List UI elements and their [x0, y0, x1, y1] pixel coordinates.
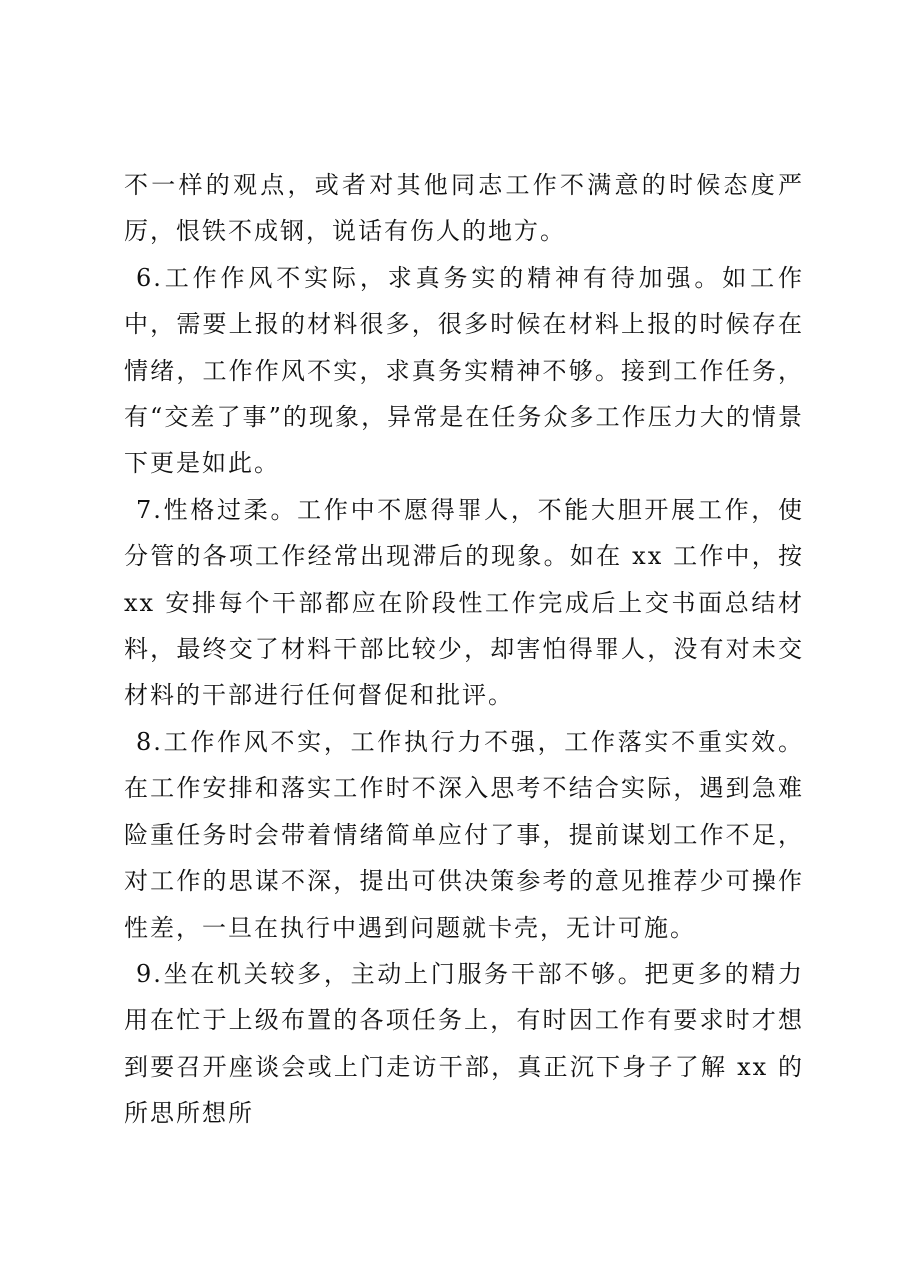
paragraph-item-8: 8.工作作风不实，工作执行力不强，工作落实不重实效。在工作安排和落实工作时不深入思考不结合实际，遇到急难险重任务时会带着情绪简单应付了事，提前谋划工作不足，对工作的思谋不深，提出可供决策参考的意见推荐少可操作性差，一旦在执行中遇到问题就卡壳，无计可施。 [124, 727, 804, 942]
paragraph-continuation: 不一样的观点，或者对其他同志工作不满意的时候态度严厉，恨铁不成钢，说话有伤人的地方。 [124, 171, 804, 246]
paragraph-item-6: 6.工作作风不实际，求真务实的精神有待加强。如工作中，需要上报的材料很多，很多时候在材料上报的时候存在情绪，工作作风不实，求真务实精神不够。接到工作任务，有“交差了事”的现象，异常是在任务众多工作压力大的情景下更是如此。 [124, 263, 804, 478]
paragraph-item-9: 9.坐在机关较多，主动上门服务干部不够。把更多的精力用在忙于上级布置的各项任务上，有时因工作有要求时才想到要召开座谈会或上门走访干部，真正沉下身子了解 xx 的所思所想所 [124, 959, 804, 1128]
document-body [124, 162, 804, 1137]
paragraph-item-7: 7.性格过柔。工作中不愿得罪人，不能大胆开展工作，使分管的各项工作经常出现滞后的现象。如在 xx 工作中，按 xx 安排每个干部都应在阶段性工作完成后上交书面总结材料，最终交了材料干部比较少，却害怕得罪人，没有对未交材料的干部进行任何督促和批评。 [124, 495, 804, 710]
